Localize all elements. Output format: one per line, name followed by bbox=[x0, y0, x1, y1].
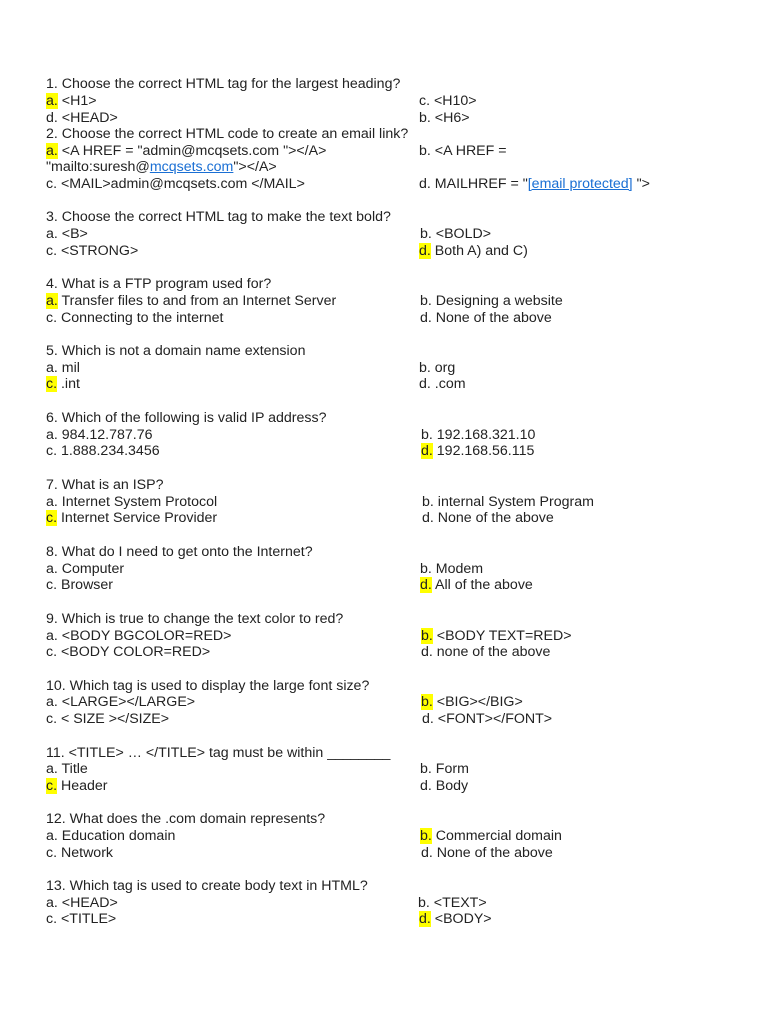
question-1: 1. Choose the correct HTML tag for the largest heading? bbox=[46, 76, 401, 92]
q6-option-c: c. 1.888.234.3456 bbox=[46, 443, 160, 459]
q9-option-d: d. none of the above bbox=[421, 644, 551, 660]
q1-option-c: c. <H10> bbox=[419, 93, 477, 109]
q11-option-c: c. Header bbox=[46, 778, 108, 794]
q1-option-b: b. <H6> bbox=[419, 110, 470, 126]
q12-option-a: a. Education domain bbox=[46, 828, 176, 844]
question-5: 5. Which is not a domain name extension bbox=[46, 343, 306, 359]
q8-option-b: b. Modem bbox=[420, 561, 484, 577]
answer-highlight: c. bbox=[46, 376, 58, 392]
question-3: 3. Choose the correct HTML tag to make the text bold? bbox=[46, 209, 391, 225]
q2-option-a-continued: "mailto:suresh@mcqsets.com"></A> bbox=[46, 159, 277, 175]
answer-highlight: d. bbox=[421, 443, 433, 459]
q12-option-b: b. Commercial domain bbox=[420, 828, 562, 844]
q11-option-d: d. Body bbox=[420, 778, 469, 794]
answer-highlight: b. bbox=[421, 694, 433, 710]
q3-option-c: c. <STRONG> bbox=[46, 243, 139, 259]
answer-highlight: b. bbox=[421, 628, 433, 644]
q4-option-a: a. Transfer files to and from an Internet Server bbox=[46, 293, 337, 309]
q12-option-c: c. Network bbox=[46, 845, 114, 861]
question-8: 8. What do I need to get onto the Internet? bbox=[46, 544, 313, 560]
q5-option-b: b. org bbox=[419, 360, 456, 376]
question-2: 2. Choose the correct HTML code to create an email link? bbox=[46, 126, 409, 142]
q10-option-b: b. <BIG></BIG> bbox=[421, 694, 523, 710]
q4-option-b: b. Designing a website bbox=[420, 293, 563, 309]
q2-option-b: b. <A HREF = bbox=[419, 143, 507, 159]
q13-option-c: c. <TITLE> bbox=[46, 911, 117, 927]
q11-option-a: a. Title bbox=[46, 761, 88, 777]
q7-option-d: d. None of the above bbox=[422, 510, 554, 526]
q7-option-b: b. internal System Program bbox=[422, 494, 594, 510]
q2-option-c: c. <MAIL>admin@mcqsets.com </MAIL> bbox=[46, 176, 305, 192]
q1-option-a: a. <H1> bbox=[46, 93, 97, 109]
answer-highlight: a. bbox=[46, 93, 58, 109]
q10-option-d: d. <FONT></FONT> bbox=[422, 711, 553, 727]
q6-option-b: b. 192.168.321.10 bbox=[421, 427, 536, 443]
q6-option-a: a. 984.12.787.76 bbox=[46, 427, 153, 443]
q4-option-c: c. Connecting to the internet bbox=[46, 310, 224, 326]
q8-option-d: d. All of the above bbox=[420, 577, 533, 593]
email-protected-link[interactable]: [email protected] bbox=[527, 176, 633, 192]
q13-option-a: a. <HEAD> bbox=[46, 895, 118, 911]
q2-option-d: d. MAILHREF = "[email protected] "> bbox=[419, 176, 650, 192]
q12-option-d: d. None of the above bbox=[421, 845, 553, 861]
q6-option-d: d. 192.168.56.115 bbox=[421, 443, 535, 459]
question-9: 9. Which is true to change the text color to red? bbox=[46, 611, 344, 627]
question-12: 12. What does the .com domain represents? bbox=[46, 811, 326, 827]
mcqsets-link[interactable]: mcqsets.com bbox=[149, 159, 234, 175]
q10-option-a: a. <LARGE></LARGE> bbox=[46, 694, 196, 710]
answer-highlight: a. bbox=[46, 293, 58, 309]
q13-option-d: d. <BODY> bbox=[419, 911, 492, 927]
q3-option-a: a. <B> bbox=[46, 226, 88, 242]
q5-option-c: c. .int bbox=[46, 376, 80, 392]
q9-option-c: c. <BODY COLOR=RED> bbox=[46, 644, 211, 660]
answer-highlight: c. bbox=[46, 778, 58, 794]
question-10: 10. Which tag is used to display the large font size? bbox=[46, 678, 370, 694]
q1-option-d: d. <HEAD> bbox=[46, 110, 118, 126]
q3-option-b: b. <BOLD> bbox=[420, 226, 491, 242]
answer-highlight: d. bbox=[420, 577, 432, 593]
q7-option-a: a. Internet System Protocol bbox=[46, 494, 218, 510]
answer-highlight: d. bbox=[419, 911, 431, 927]
question-6: 6. Which of the following is valid IP address? bbox=[46, 410, 327, 426]
q11-option-b: b. Form bbox=[420, 761, 469, 777]
answer-highlight: a. bbox=[46, 143, 58, 159]
question-13: 13. Which tag is used to create body text in HTML? bbox=[46, 878, 368, 894]
q7-option-c: c. Internet Service Provider bbox=[46, 510, 218, 526]
q4-option-d: d. None of the above bbox=[420, 310, 552, 326]
answer-highlight: d. bbox=[419, 243, 431, 259]
q2-option-a: a. <A HREF = "admin@mcqsets.com "></A> bbox=[46, 143, 327, 159]
answer-highlight: c. bbox=[46, 510, 58, 526]
q3-option-d: d. Both A) and C) bbox=[419, 243, 528, 259]
q10-option-c: c. < SIZE ></SIZE> bbox=[46, 711, 170, 727]
q5-option-a: a. mil bbox=[46, 360, 80, 376]
answer-highlight: b. bbox=[420, 828, 432, 844]
q13-option-b: b. <TEXT> bbox=[418, 895, 487, 911]
q9-option-a: a. <BODY BGCOLOR=RED> bbox=[46, 628, 232, 644]
q8-option-c: c. Browser bbox=[46, 577, 114, 593]
q8-option-a: a. Computer bbox=[46, 561, 125, 577]
question-11: 11. <TITLE> … </TITLE> tag must be within ________ bbox=[46, 745, 391, 761]
q9-option-b: b. <BODY TEXT=RED> bbox=[421, 628, 572, 644]
question-4: 4. What is a FTP program used for? bbox=[46, 276, 272, 292]
q5-option-d: d. .com bbox=[419, 376, 466, 392]
question-7: 7. What is an ISP? bbox=[46, 477, 164, 493]
